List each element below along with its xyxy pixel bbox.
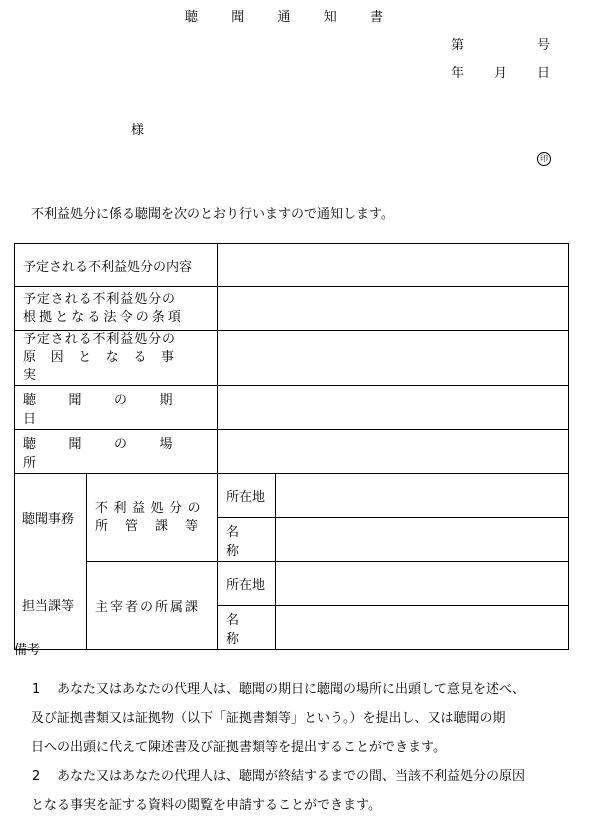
label-name-1: 名称	[218, 518, 276, 562]
label-legal-basis: 予定される不利益処分の 根拠となる法令の条項	[15, 287, 218, 331]
value-hearing-date[interactable]	[218, 386, 569, 430]
date-day: 日	[537, 66, 551, 81]
value-name-1[interactable]	[276, 518, 569, 562]
remark-item-1-line3: 日への出頭に代えて陳述書及び証拠書類等を提出することができます。	[31, 740, 446, 755]
title-char: 通	[277, 10, 291, 25]
addressee-suffix: 様	[131, 123, 145, 138]
value-disposition-content[interactable]	[218, 244, 569, 287]
date-month: 月	[494, 66, 508, 81]
remark-item-1: 1 あなた又はあなたの代理人は、聴聞の期日に聴聞の場所に出頭して意見を述べ、	[32, 682, 526, 697]
value-address-1[interactable]	[276, 474, 569, 518]
label-disposition-content: 予定される不利益処分の内容	[15, 244, 218, 287]
seal-mark: 印	[537, 152, 551, 166]
number-prefix: 第	[451, 38, 465, 53]
title-char: 知	[323, 10, 337, 25]
title-char: 聴	[185, 10, 199, 25]
title-char: 聞	[231, 10, 245, 25]
value-hearing-place[interactable]	[218, 430, 569, 474]
value-cause-facts[interactable]	[218, 331, 569, 386]
document-title	[185, 11, 383, 24]
label-hearing-date: 聴聞の期日	[15, 386, 218, 430]
label-name-2: 名称	[218, 606, 276, 650]
label-dept-disposition: 不利益処分の 所管課等	[87, 474, 218, 562]
label-address-1: 所在地	[218, 474, 276, 518]
label-cause-facts: 予定される不利益処分の 原因となる事実	[15, 331, 218, 386]
intro-text: 不利益処分に係る聴聞を次のとおり行いますので通知します。	[31, 207, 394, 222]
label-office-in-charge: 聴聞事務 担当課等	[15, 474, 87, 650]
date-year: 年	[451, 66, 465, 81]
label-dept-presiding: 主宰者の所属課	[87, 562, 218, 650]
value-legal-basis[interactable]	[218, 287, 569, 331]
remark-item-2-line2: となる事実を証する資料の閲覧を申請することができます。	[31, 798, 381, 813]
remark-item-1-line2: 及び証拠書類又は証拠物（以下「証拠書類等」という。）を提出し、又は聴聞の期	[31, 711, 506, 726]
remarks-heading: 備考	[14, 643, 41, 658]
remarks-section	[14, 642, 584, 820]
label-address-2: 所在地	[218, 562, 276, 606]
notice-table	[14, 243, 569, 650]
label-hearing-place: 聴聞の場所	[15, 430, 218, 474]
number-suffix: 号	[537, 38, 551, 53]
value-address-2[interactable]	[276, 562, 569, 606]
title-char: 書	[369, 10, 383, 25]
remark-item-2: 2 あなた又はあなたの代理人は、聴聞が終結するまでの間、当該不利益処分の原因	[32, 769, 526, 784]
